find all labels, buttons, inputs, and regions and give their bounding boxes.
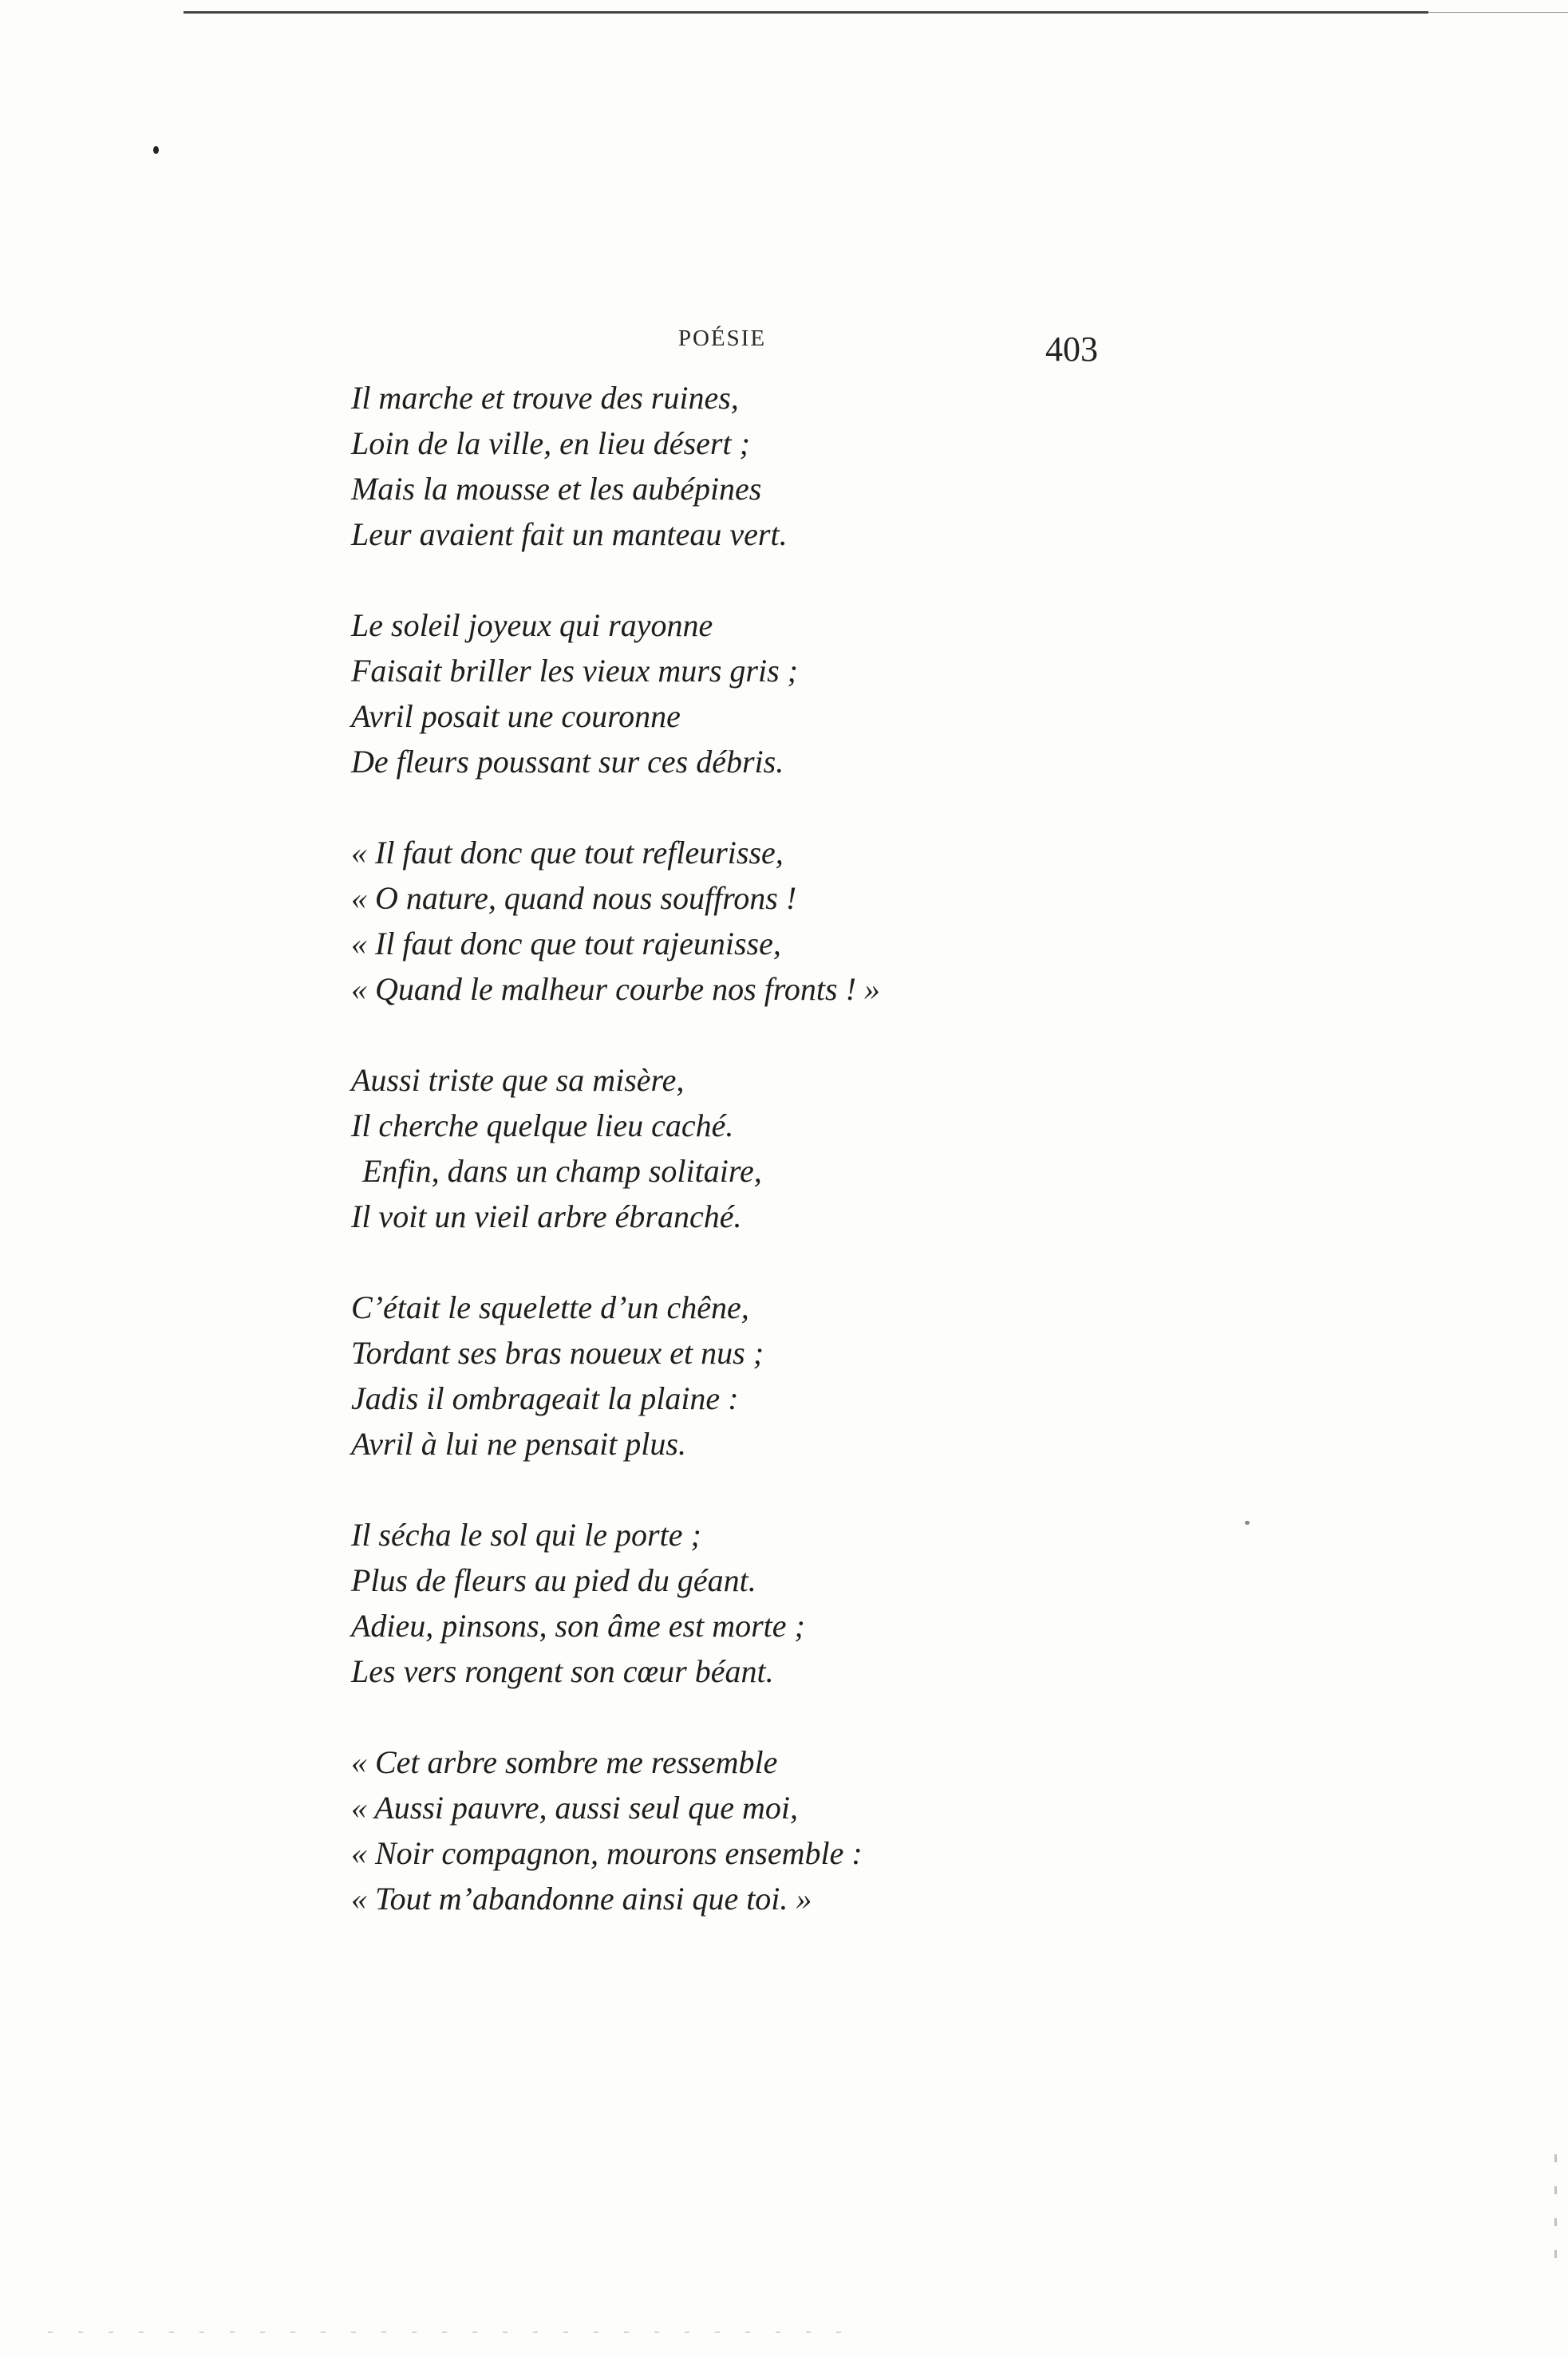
poem-line: Aussi triste que sa misère,	[351, 1062, 685, 1098]
running-head: POÉSIE	[677, 326, 767, 351]
poem-line: Adieu, pinsons, son âme est morte ;	[351, 1608, 805, 1644]
poem-line: « Quand le malheur courbe nos fronts ! »	[351, 971, 880, 1007]
top-rule	[184, 11, 1428, 14]
poem-line: « Tout m’abandonne ainsi que toi. »	[351, 1881, 812, 1917]
poem	[351, 375, 1005, 1921]
stanza	[351, 1057, 1005, 1239]
ink-speck	[1245, 1521, 1250, 1525]
poem-line: Enfin, dans un champ solitaire,	[362, 1153, 762, 1189]
poem-line: Le soleil joyeux qui rayonne	[351, 607, 713, 643]
poem-line: C’était le squelette d’un chêne,	[351, 1289, 749, 1325]
poem-line: Jadis il ombrageait la plaine :	[351, 1380, 739, 1416]
poem-line: Les vers rongent son cœur béant.	[351, 1653, 774, 1689]
stanza	[351, 1512, 1005, 1694]
stanza	[351, 1285, 1005, 1467]
poem-line: Il voit un vieil arbre ébranché.	[351, 1198, 742, 1234]
poem-line: Tordant ses bras noueux et nus ;	[351, 1335, 764, 1371]
poem-line: « Noir compagnon, mourons ensemble :	[351, 1835, 863, 1871]
stanza	[351, 1739, 1005, 1921]
poem-line: « O nature, quand nous souffrons !	[351, 880, 797, 916]
scan-noise-bottom	[48, 2331, 846, 2333]
poem-line: « Cet arbre sombre me ressemble	[351, 1744, 778, 1780]
poem-line: « Il faut donc que tout refleurisse,	[351, 835, 784, 871]
poem-line: Il cherche quelque lieu caché.	[351, 1107, 734, 1143]
poem-line: Faisait briller les vieux murs gris ;	[351, 653, 798, 689]
stanza	[351, 602, 1005, 784]
ink-speck	[153, 146, 159, 154]
poem-line: Il marche et trouve des ruines,	[351, 380, 739, 416]
poem-line: « Il faut donc que tout rajeunisse,	[351, 926, 781, 961]
top-rule-faint	[1428, 12, 1568, 13]
poem-line: Loin de la ville, en lieu désert ;	[351, 425, 750, 461]
poem-line: Plus de fleurs au pied du géant.	[351, 1562, 756, 1598]
poem-line: Mais la mousse et les aubépines	[351, 471, 762, 507]
poem-line: Avril à lui ne pensait plus.	[351, 1426, 686, 1462]
stanza	[351, 830, 1005, 1012]
poem-line: « Aussi pauvre, aussi seul que moi,	[351, 1790, 798, 1826]
scan-noise-edge	[1554, 2154, 1557, 2282]
stanza	[351, 375, 1005, 557]
poem-line: Leur avaient fait un manteau vert.	[351, 516, 788, 552]
poem-line: Avril posait une couronne	[351, 698, 681, 734]
page-number: 403	[1045, 330, 1098, 369]
poem-line: De fleurs poussant sur ces débris.	[351, 744, 784, 780]
poem-line: Il sécha le sol qui le porte ;	[351, 1517, 701, 1553]
